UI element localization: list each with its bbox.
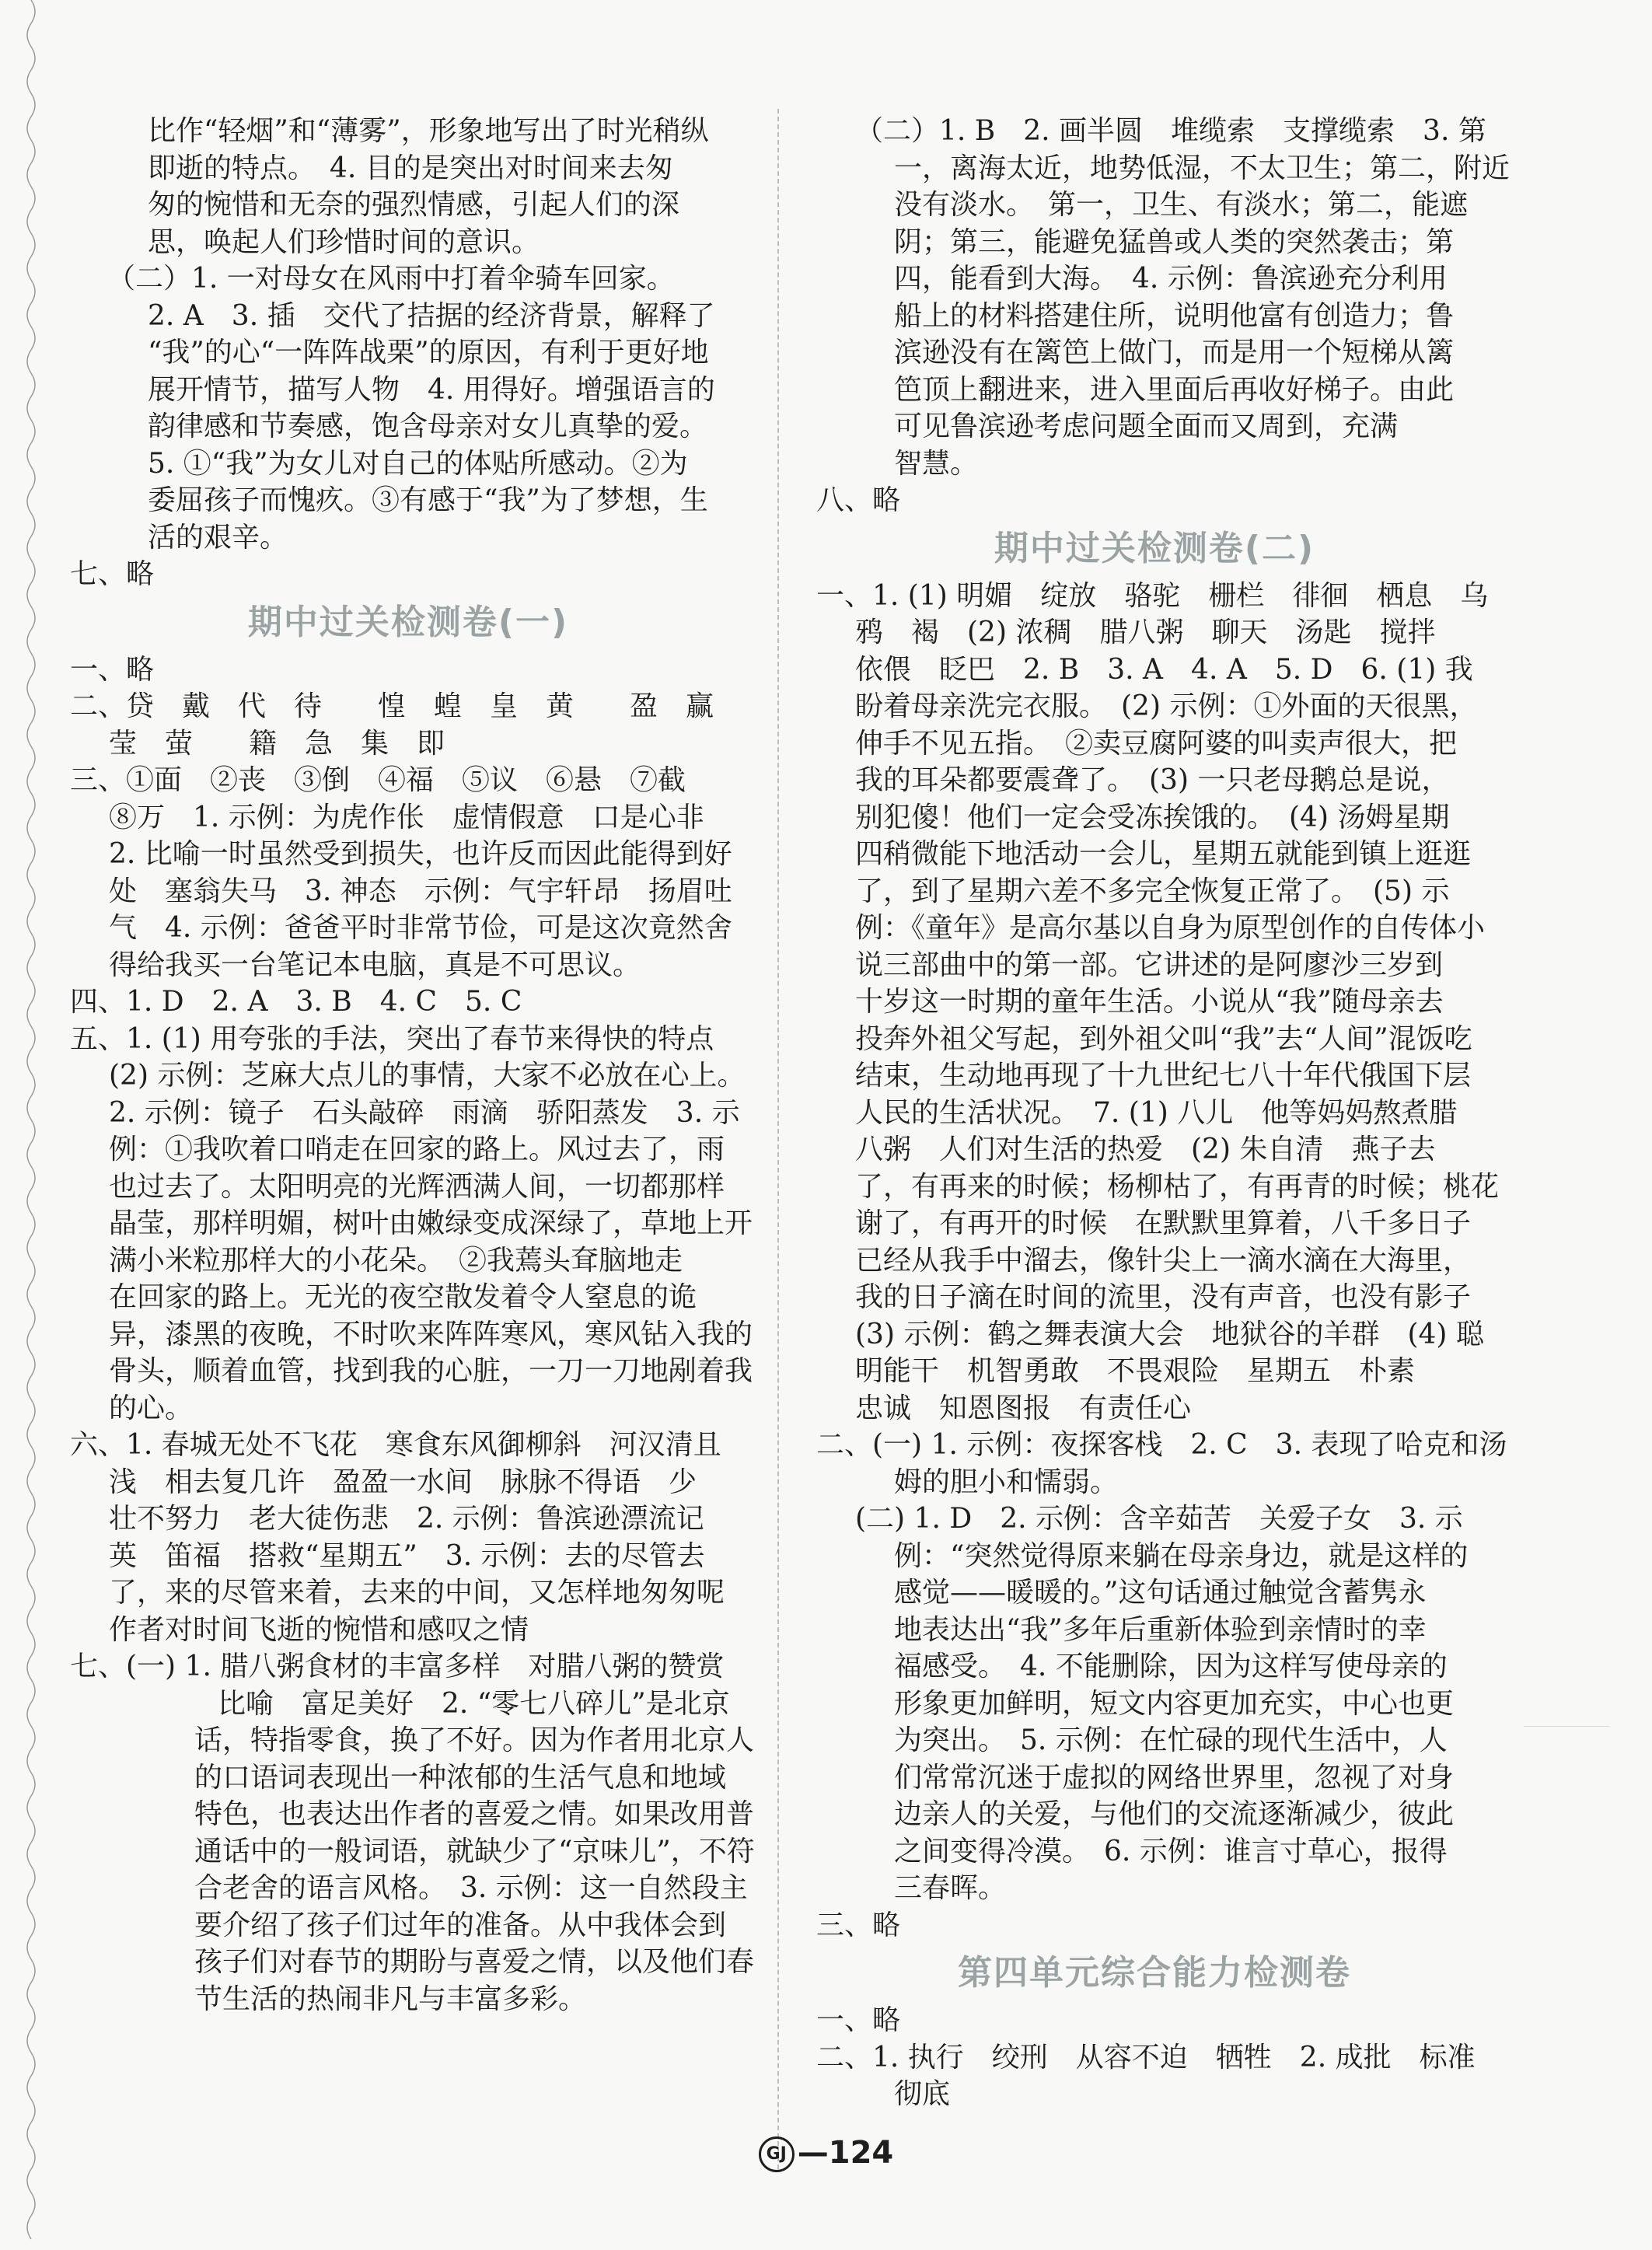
answer-line: 七、略 [70, 558, 155, 590]
section-title: 期中过关检测卷(一) [247, 602, 569, 642]
answer-line: (2) 示例：芝麻大点儿的事情，大家不必放在心上。 [109, 1060, 746, 1092]
answer-line: 感觉——暖暖的。”这句话通过触觉含蓄隽永 [894, 1577, 1427, 1609]
answer-line: 五、1. (1) 用夸张的手法，突出了春节来得快的特点 [70, 1022, 714, 1055]
answer-line: 2. 比喻一时虽然受到损失，也许反而因此能得到好 [109, 838, 732, 870]
answer-line: 5. ①“我”为女儿对自己的体贴所感动。②为 [148, 447, 688, 480]
answer-line: 展开情节，描写人物 4. 用得好。增强语言的 [148, 373, 715, 406]
answer-line: 特色，也表达出作者的喜爱之情。如果改用普 [194, 1798, 755, 1830]
answer-line: 鸦 褐 (2) 浓稠 腊八粥 聊天 汤匙 搅拌 [855, 617, 1436, 648]
answer-line: 谢了，有再开的时候 在默默里算着，八千多日子 [855, 1207, 1472, 1239]
right-column [816, 113, 1511, 2113]
answer-line: 福感受。 4. 不能删除，因为这样写使母亲的 [894, 1651, 1448, 1682]
answer-line: 比作“轻烟”和“薄雾”，形象地写出了时光稍纵 [148, 115, 709, 147]
answer-line: 活的艰辛。 [148, 521, 288, 554]
page-number: —124 [797, 2135, 894, 2171]
answer-line: 结束，生动地再现了十九世纪七八十年代俄国下层 [855, 1060, 1472, 1092]
answer-line: 姆的胆小和懦弱。 [894, 1466, 1119, 1498]
answer-line: 的心。 [109, 1392, 194, 1424]
answer-line: 话，特指零食，换了不好。因为作者用北京人 [194, 1724, 755, 1756]
answer-line: 船上的材料搭建住所，说明他富有创造力；鲁 [894, 299, 1455, 332]
answer-line: 在回家的路上。无光的夜空散发着令人窒息的诡 [109, 1281, 697, 1313]
answer-line: 比喻 富足美好 2. “零七八碎儿”是北京 [218, 1687, 730, 1720]
answer-line: 也过去了。太阳明亮的光辉洒满人间，一切都那样 [109, 1170, 725, 1203]
answer-line: 三、略 [816, 1909, 901, 1941]
page-footer [0, 2135, 1652, 2172]
answer-line: 满小米粒那样大的小花朵。 ②我蔫头耷脑地走 [109, 1244, 683, 1277]
answer-line: 了，来的尽管来着，去来的中间，又怎样地匆匆呢 [109, 1577, 725, 1609]
answer-line: 彻底 [894, 2078, 951, 2110]
answer-line: 没有淡水。 第一，卫生、有淡水；第二，能遮 [894, 189, 1469, 221]
answer-line: 们常常沉迷于虚拟的网络世界里，忽视了对身 [894, 1761, 1455, 1794]
answer-line: 六、1. 春城无处不飞花 寒食东风御柳斜 河汉清且 [70, 1429, 721, 1461]
answer-line: 四、1. D 2. A 3. B 4. C 5. C [70, 986, 522, 1018]
answer-line: 委屈孩子而愧疚。③有感于“我”为了梦想，生 [148, 484, 708, 516]
answer-line: 得给我买一台笔记本电脑，真是不可思议。 [109, 949, 641, 981]
answer-line: 智慧。 [894, 447, 979, 480]
answer-line: 四，能看到大海。 4. 示例：鲁滨逊充分利用 [894, 263, 1448, 295]
answer-line: 孩子们对春节的期盼与喜爱之情，以及他们春 [194, 1946, 755, 1978]
answer-line: 节生活的热闹非凡与丰富多彩。 [194, 1983, 587, 2015]
answer-line: 二、(一) 1. 示例：夜探客栈 2. C 3. 表现了哈克和汤 [816, 1429, 1507, 1461]
answer-line: 例：“突然觉得原来躺在母亲身边，就是这样的 [894, 1539, 1469, 1572]
answer-line: 之间变得冷漠。 6. 示例：谁言寸草心，报得 [894, 1835, 1448, 1867]
answer-line: 边亲人的关爱，与他们的交流逐渐减少，彼此 [894, 1798, 1455, 1830]
answer-line: 八粥 人们对生活的热爱 (2) 朱自清 燕子去 [855, 1134, 1436, 1165]
answer-line: 地表达出“我”多年后重新体验到亲情时的幸 [894, 1613, 1427, 1646]
answer-line: (3) 示例：鹤之舞表演大会 地狱谷的羊群 (4) 聪 [855, 1318, 1484, 1350]
answer-line: 壮不努力 老大徒伤悲 2. 示例：鲁滨逊漂流记 [109, 1503, 704, 1535]
answer-line: 一、1. (1) 明媚 绽放 骆驼 栅栏 徘徊 栖息 乌 [816, 579, 1489, 612]
answer-line: （二）1. B 2. 画半圆 堆缆索 支撑缆索 3. 第 [855, 115, 1486, 147]
answer-line: 了，到了星期六差不多完全恢复正常了。 (5) 示 [855, 875, 1450, 907]
answer-line: ⑧万 1. 示例：为虎作伥 虚情假意 口是心非 [109, 801, 704, 833]
answer-line: 形象更加鲜明，短文内容更加充实，中心也更 [894, 1687, 1455, 1720]
answer-line: 明能干 机智勇敢 不畏艰险 星期五 朴素 [855, 1355, 1416, 1387]
answer-line: 例：《童年》是高尔基以自身为原型创作的自传体小 [855, 912, 1486, 944]
answer-line: 滨逊没有在篱笆上做门，而是用一个短梯从篱 [894, 337, 1455, 369]
answer-line: 的口语词表现出一种浓郁的生活气息和地域 [194, 1761, 727, 1794]
answer-line: 我的耳朵都要震聋了。 (3) 一只老母鹅总是说， [855, 764, 1450, 796]
answer-line: （二）1. 一对母女在风雨中打着伞骑车回家。 [107, 263, 675, 295]
answer-line: 合老舍的语言风格。 3. 示例：这一自然段主 [194, 1872, 748, 1904]
answer-line: 一、略 [816, 2004, 901, 2036]
answer-line: 思，唤起人们珍惜时间的意识。 [148, 225, 540, 258]
answer-line: 处 塞翁失马 3. 神态 示例：气宇轩昂 扬眉吐 [109, 875, 732, 907]
answer-line: 依偎 眨巴 2. B 3. A 4. A 5. D 6. (1) 我 [855, 653, 1473, 686]
section-title: 期中过关检测卷(二) [994, 528, 1315, 568]
answer-line: 要介绍了孩子们过年的准备。从中我体会到 [194, 1909, 727, 1941]
binding-edge-decoration [16, 0, 47, 2250]
answer-line: 二、1. 执行 绞刑 从容不迫 牺牲 2. 成批 标准 [816, 2041, 1476, 2074]
answer-line: 为突出。 5. 示例：在忙碌的现代生活中，人 [894, 1724, 1448, 1756]
answer-line: 莹 萤 籍 急 集 即 [109, 727, 445, 760]
answer-line: 盼着母亲洗完衣服。 (2) 示例：①外面的天很黑， [855, 690, 1478, 722]
answer-line: 三、①面 ②丧 ③倒 ④福 ⑤议 ⑥悬 ⑦截 [70, 764, 686, 796]
answer-line: 2. A 3. 插 交代了拮据的经济背景，解释了 [148, 299, 715, 332]
answer-line: 浅 相去复几许 盈盈一水间 脉脉不得语 少 [109, 1466, 697, 1498]
answer-line: 三春晖。 [894, 1872, 1007, 1904]
answer-line: 我的日子滴在时间的流里，没有声音，也没有影子 [855, 1281, 1472, 1313]
answer-line: 韵律感和节奏感，饱含母亲对女儿真挚的爱。 [148, 411, 708, 442]
answer-line: 一、略 [70, 653, 155, 686]
answer-line: 别犯傻！他们一定会受冻挨饿的。 (4) 汤姆星期 [855, 801, 1450, 833]
answer-line: 一，离海太近，地势低湿，不太卫生；第二，附近 [894, 152, 1511, 184]
answer-line: 例：①我吹着口哨走在回家的路上。风过去了，雨 [109, 1134, 725, 1165]
answer-line: 了，有再来的时候；杨柳枯了，有再青的时候；桃花 [855, 1170, 1500, 1203]
publisher-badge-icon: GJ [759, 2136, 795, 2172]
answer-line: 可见鲁滨逊考虑问题全面而又周到，充满 [894, 411, 1399, 442]
answer-line: 气 4. 示例：爸爸平时非常节俭，可是这次竟然舍 [109, 912, 732, 944]
answer-line: 通话中的一般词语，就缺少了“京味儿”，不符 [194, 1835, 755, 1867]
answer-line: 七、(一) 1. 腊八粥食材的丰富多样 对腊八粥的赞赏 [70, 1651, 725, 1682]
answer-line: “我”的心“一阵阵战栗”的原因，有利于更好地 [148, 337, 709, 369]
decorative-rule [1524, 1726, 1609, 1727]
answer-line: 英 笛福 搭救“星期五” 3. 示例：去的尽管去 [109, 1539, 705, 1572]
answer-line: 作者对时间飞逝的惋惜和感叹之情 [109, 1613, 529, 1646]
answer-line: 投奔外祖父写起，到外祖父叫“我”去“人间”混饭吃 [855, 1022, 1472, 1055]
left-column [70, 113, 755, 2018]
answer-line: 已经从我手中溜去，像针尖上一滴水滴在大海里， [855, 1244, 1472, 1277]
answer-line: 四稍微能下地活动一会儿，星期五就能到镇上逛逛 [855, 838, 1472, 870]
answer-line: 二、贷 戴 代 待 惶 蝗 皇 黄 盈 赢 [70, 690, 714, 722]
answer-line: 异，漆黑的夜晚，不时吹来阵阵寒风，寒风钻入我的 [109, 1318, 753, 1350]
answer-line: 骨头，顺着血管，找到我的心脏，一刀一刀地剐着我 [109, 1355, 753, 1387]
answer-line: 匆的惋惜和无奈的强烈情感，引起人们的深 [148, 189, 680, 221]
column-divider [777, 109, 779, 2169]
answer-line: 即逝的特点。 4. 目的是突出对时间来去匆 [148, 152, 673, 184]
answer-line: (二) 1. D 2. 示例：含辛茹苦 关爱子女 3. 示 [855, 1503, 1463, 1535]
answer-line: 人民的生活状况。 7. (1) 八儿 他等妈妈熬煮腊 [855, 1096, 1458, 1129]
answer-line: 阴；第三，能避免猛兽或人类的突然袭击；第 [894, 225, 1455, 258]
answer-line: 笆顶上翻进来，进入里面后再收好梯子。由此 [894, 373, 1455, 406]
answer-line: 晶莹，那样明媚，树叶由嫩绿变成深绿了，草地上开 [109, 1207, 753, 1239]
answer-line: 伸手不见五指。 ②卖豆腐阿婆的叫卖声很大，把 [855, 727, 1458, 760]
answer-line: 忠诚 知恩图报 有责任心 [855, 1392, 1192, 1424]
answer-line: 八、略 [816, 484, 901, 516]
section-title: 第四单元综合能力检测卷 [958, 1953, 1351, 1993]
answer-line: 说三部曲中的第一部。它讲述的是阿廖沙三岁到 [855, 949, 1444, 981]
answer-line: 十岁这一时期的童年生活。小说从“我”随母亲去 [855, 986, 1444, 1018]
answer-line: 2. 示例：镜子 石头敲碎 雨滴 骄阳蒸发 3. 示 [109, 1096, 740, 1129]
